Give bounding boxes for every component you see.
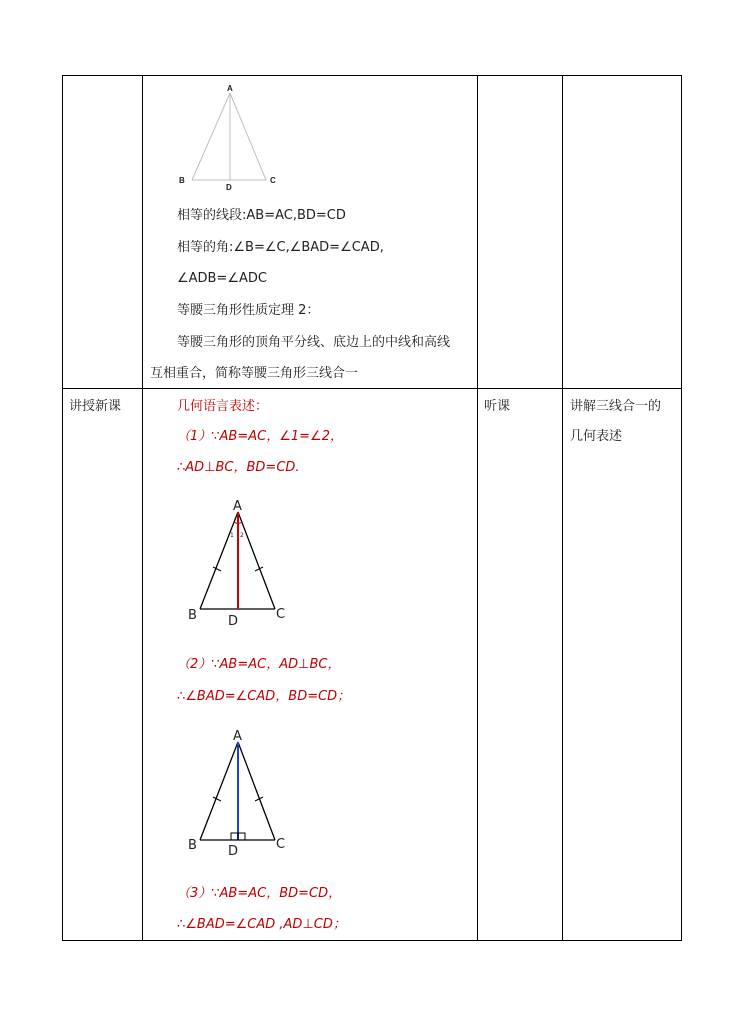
- isosceles-triangle-figure-0: [170, 82, 290, 194]
- design-intent-line-2: 几何表述: [570, 429, 623, 444]
- fig2-label-d: D: [228, 844, 239, 859]
- case3-given: （3）∵AB=AC，BD=CD，: [177, 886, 342, 901]
- geometry-language-title: 几何语言表述：: [177, 399, 269, 414]
- fig0-label-a: A: [227, 84, 233, 93]
- table-col-line-1: [142, 75, 143, 941]
- case1-given: （1）∵AB=AC，∠1=∠2，: [177, 429, 343, 444]
- design-intent-line-1: 讲解三线合一的: [570, 399, 662, 414]
- student-activity: 听课: [484, 399, 511, 414]
- fig0-label-b: B: [179, 176, 185, 185]
- equal-angles-text-2: ∠ADB=∠ADC: [177, 271, 268, 286]
- fig0-label-c: C: [270, 176, 276, 185]
- fig1-label-d: D: [228, 614, 239, 629]
- theorem-title: 等腰三角形性质定理 2：: [177, 303, 320, 318]
- fig2-label-c: C: [276, 837, 286, 852]
- case1-conclusion: ∴AD⊥BC，BD=CD.: [177, 460, 300, 475]
- case3-conclusion: ∴∠BAD=∠CAD ,AD⊥CD；: [177, 917, 346, 932]
- isosceles-triangle-figure-2: [180, 725, 300, 860]
- isosceles-triangle-figure-1: [180, 495, 300, 630]
- section-label: 讲授新课: [69, 399, 122, 414]
- fig2-label-a: A: [233, 729, 242, 744]
- fig2-label-b: B: [188, 838, 197, 853]
- table-row-divider: [62, 388, 682, 389]
- case2-given: （2）∵AB=AC，AD⊥BC，: [177, 657, 341, 672]
- theorem-body-line-1: 等腰三角形的顶角平分线、底边上的中线和高线: [177, 335, 451, 350]
- theorem-body-line-2: 互相重合，简称等腰三角形三线合一: [150, 366, 359, 381]
- fig1-label-b: B: [188, 608, 197, 623]
- table-col-line-4: [681, 75, 682, 941]
- equal-angles-text: 相等的角:∠B=∠C,∠BAD=∠CAD,: [177, 240, 384, 255]
- table-border-bottom: [62, 940, 682, 941]
- table-col-line-0: [62, 75, 63, 941]
- case2-conclusion: ∴∠BAD=∠CAD，BD=CD；: [177, 689, 351, 704]
- table-col-line-2: [477, 75, 478, 941]
- fig1-label-angle-2: 2: [240, 532, 244, 539]
- fig1-label-c: C: [276, 607, 286, 622]
- fig1-label-angle-1: 1: [230, 532, 234, 539]
- equal-segments-text: 相等的线段:AB=AC,BD=CD: [177, 208, 346, 223]
- table-col-line-3: [562, 75, 563, 941]
- fig0-label-d: D: [226, 183, 232, 192]
- table-border-top: [62, 75, 682, 76]
- fig1-label-a: A: [233, 499, 242, 514]
